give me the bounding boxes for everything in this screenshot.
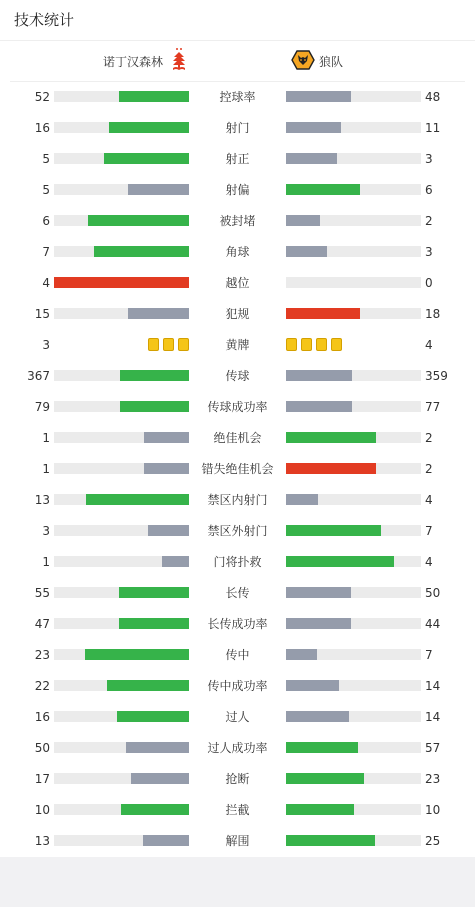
stat-label: 射偏 — [225, 183, 250, 197]
stat-label: 绝佳机会 — [213, 431, 262, 445]
home-stat-bar — [54, 835, 189, 846]
home-stat-value: 13 — [34, 834, 50, 848]
page-title: 技术统计 — [14, 11, 75, 29]
home-stat-bar-fill — [54, 277, 189, 288]
away-stat-value: 3 — [425, 152, 433, 166]
home-stat-value: 16 — [34, 710, 50, 724]
stat-label: 传中成功率 — [207, 679, 268, 693]
home-stat-bar-fill — [119, 587, 189, 598]
away-stat-bar-fill — [286, 804, 354, 815]
away-stat-bar-fill — [286, 215, 320, 226]
stat-label: 禁区外射门 — [207, 524, 268, 538]
stat-row — [0, 175, 475, 206]
home-stat-bar — [54, 184, 189, 195]
home-stat-bar-fill — [119, 618, 189, 629]
home-stat-bar — [54, 91, 189, 102]
away-stat-bar-fill — [286, 463, 376, 474]
away-stat-value: 7 — [425, 648, 433, 662]
away-stat-bar — [286, 370, 421, 381]
stat-row — [0, 82, 475, 113]
away-stat-bar-fill — [286, 680, 339, 691]
stat-label: 门将扑救 — [213, 555, 262, 569]
home-stat-bar-fill — [107, 680, 189, 691]
away-stat-bar-fill — [286, 91, 351, 102]
stat-row — [0, 268, 475, 299]
away-stat-bar — [286, 246, 421, 257]
away-stat-bar-fill — [286, 308, 360, 319]
away-stat-bar-fill — [286, 587, 351, 598]
away-stat-bar-fill — [286, 153, 337, 164]
away-stat-value: 4 — [425, 555, 433, 569]
away-stat-bar-fill — [286, 370, 352, 381]
stat-row — [0, 206, 475, 237]
away-stat-bar-fill — [286, 556, 394, 567]
home-stat-bar — [54, 153, 189, 164]
away-stat-bar — [286, 215, 421, 226]
stat-row — [0, 299, 475, 330]
away-stat-bar — [286, 184, 421, 195]
home-stat-value: 47 — [34, 617, 50, 631]
stat-label: 过人 — [225, 710, 250, 724]
away-stat-value: 4 — [425, 493, 433, 507]
home-stat-bar — [54, 432, 189, 443]
away-stat-value: 10 — [425, 803, 441, 817]
stat-row — [0, 392, 475, 423]
home-stat-bar-fill — [128, 308, 189, 319]
stat-row — [0, 609, 475, 640]
stat-label: 过人成功率 — [207, 741, 268, 755]
away-yellow-cards — [286, 338, 342, 351]
home-stat-bar-fill — [144, 463, 189, 474]
stat-label: 越位 — [225, 276, 250, 290]
home-stat-value: 13 — [34, 493, 50, 507]
away-stat-bar-fill — [286, 649, 317, 660]
home-stat-value: 22 — [34, 679, 50, 693]
home-stat-bar-fill — [126, 742, 189, 753]
home-stat-value: 15 — [34, 307, 50, 321]
away-stat-value: 6 — [425, 183, 433, 197]
away-stat-bar — [286, 401, 421, 412]
divider — [0, 40, 475, 41]
stat-row — [0, 764, 475, 795]
wolves-head-icon — [291, 48, 315, 75]
home-stat-bar-fill — [148, 525, 189, 536]
home-stat-bar-fill — [85, 649, 189, 660]
home-stat-value: 3 — [42, 524, 50, 538]
away-stat-bar-fill — [286, 742, 358, 753]
home-stat-value: 5 — [42, 183, 50, 197]
stat-row — [0, 423, 475, 454]
home-stat-bar-fill — [128, 184, 189, 195]
away-stat-bar-fill — [286, 618, 351, 629]
stats-list — [0, 82, 475, 857]
home-stat-bar-fill — [117, 711, 189, 722]
stat-label: 黄牌 — [225, 338, 250, 352]
away-stat-bar-fill — [286, 184, 360, 195]
home-stat-bar-fill — [94, 246, 189, 257]
home-stat-bar — [54, 804, 189, 815]
away-stat-bar-fill — [286, 246, 327, 257]
away-stat-bar-fill — [286, 711, 349, 722]
home-stat-value: 10 — [34, 803, 50, 817]
away-stat-value: 77 — [425, 400, 441, 414]
away-stat-bar — [286, 711, 421, 722]
home-stat-value: 4 — [42, 276, 50, 290]
away-stat-value: 4 — [425, 338, 433, 352]
away-stat-value: 23 — [425, 772, 441, 786]
away-stat-bar-fill — [286, 122, 341, 133]
yellow-card-icon — [286, 338, 297, 351]
home-stat-bar-fill — [120, 401, 189, 412]
away-stat-bar — [286, 649, 421, 660]
home-stat-bar — [54, 649, 189, 660]
stat-label: 射门 — [225, 121, 250, 135]
away-stat-value: 18 — [425, 307, 441, 321]
away-stat-value: 359 — [425, 369, 448, 383]
away-stat-bar — [286, 122, 421, 133]
home-stat-value: 7 — [42, 245, 50, 259]
away-stat-bar — [286, 153, 421, 164]
stat-label: 犯规 — [225, 307, 250, 321]
home-stat-bar-fill — [120, 370, 189, 381]
home-stat-bar — [54, 401, 189, 412]
stat-label: 射正 — [225, 152, 250, 166]
home-stat-bar — [54, 525, 189, 536]
stat-row — [0, 516, 475, 547]
away-stat-bar — [286, 742, 421, 753]
stat-row — [0, 671, 475, 702]
home-stat-bar — [54, 215, 189, 226]
yellow-card-icon — [163, 338, 174, 351]
home-stat-bar — [54, 587, 189, 598]
away-stat-value: 2 — [425, 431, 433, 445]
away-team-name: 狼队 — [319, 54, 344, 69]
home-stat-value: 79 — [34, 400, 50, 414]
home-stat-value: 17 — [34, 772, 50, 786]
away-stat-value: 3 — [425, 245, 433, 259]
stat-row — [0, 144, 475, 175]
away-stat-value: 57 — [425, 741, 441, 755]
stat-label: 传中 — [225, 648, 250, 662]
nottingham-forest-tree-icon — [171, 47, 187, 76]
home-stat-value: 1 — [42, 555, 50, 569]
away-stat-bar — [286, 494, 421, 505]
away-stat-value: 7 — [425, 524, 433, 538]
yellow-card-icon — [301, 338, 312, 351]
away-stat-bar-fill — [286, 773, 364, 784]
home-stat-bar-fill — [121, 804, 189, 815]
stat-label: 抢断 — [225, 772, 250, 786]
stat-row — [0, 454, 475, 485]
stat-label: 长传 — [225, 586, 250, 600]
home-stat-bar — [54, 494, 189, 505]
home-stat-bar-fill — [144, 432, 189, 443]
away-stat-bar — [286, 556, 421, 567]
home-stat-bar — [54, 122, 189, 133]
stat-row — [0, 113, 475, 144]
stat-row — [0, 547, 475, 578]
home-team-header — [103, 48, 187, 74]
stat-row — [0, 578, 475, 609]
stat-label: 角球 — [225, 245, 250, 259]
away-stat-bar — [286, 432, 421, 443]
home-stat-value: 50 — [34, 741, 50, 755]
away-stat-value: 14 — [425, 710, 441, 724]
away-stat-bar — [286, 587, 421, 598]
home-stat-bar-fill — [86, 494, 189, 505]
away-stat-bar-fill — [286, 432, 376, 443]
yellow-card-icon — [331, 338, 342, 351]
away-stat-bar — [286, 804, 421, 815]
stat-row — [0, 485, 475, 516]
home-stat-value: 1 — [42, 431, 50, 445]
away-stat-bar — [286, 618, 421, 629]
home-stat-value: 55 — [34, 586, 50, 600]
away-stat-value: 48 — [425, 90, 441, 104]
stat-row — [0, 826, 475, 857]
away-stat-bar — [286, 525, 421, 536]
stat-label: 传球 — [225, 369, 250, 383]
home-stat-value: 16 — [34, 121, 50, 135]
home-stat-bar-fill — [104, 153, 189, 164]
home-stat-value: 23 — [34, 648, 50, 662]
away-team-header — [291, 48, 343, 74]
stat-label: 被封堵 — [219, 214, 256, 228]
home-stat-bar — [54, 246, 189, 257]
stat-row — [0, 237, 475, 268]
home-stat-value: 1 — [42, 462, 50, 476]
stat-label: 禁区内射门 — [207, 493, 268, 507]
home-stat-bar — [54, 773, 189, 784]
away-stat-value: 44 — [425, 617, 441, 631]
away-stat-value: 50 — [425, 586, 441, 600]
away-stat-bar — [286, 277, 421, 288]
stat-row — [0, 795, 475, 826]
home-stat-value: 52 — [34, 90, 50, 104]
home-team-name: 诺丁汉森林 — [102, 54, 163, 69]
away-stat-bar-fill — [286, 835, 375, 846]
yellow-card-icon — [316, 338, 327, 351]
home-stat-bar — [54, 711, 189, 722]
away-stat-value: 14 — [425, 679, 441, 693]
stat-label: 拦截 — [225, 803, 250, 817]
stat-label: 长传成功率 — [207, 617, 268, 631]
stat-label: 传球成功率 — [207, 400, 268, 414]
away-stat-value: 25 — [425, 834, 441, 848]
home-stat-bar — [54, 370, 189, 381]
away-stat-value: 2 — [425, 462, 433, 476]
home-stat-bar-fill — [88, 215, 189, 226]
away-stat-value: 11 — [425, 121, 441, 135]
stat-label: 错失绝佳机会 — [201, 462, 274, 476]
home-stat-bar — [54, 742, 189, 753]
home-stat-bar-fill — [162, 556, 189, 567]
away-stat-value: 0 — [425, 276, 433, 290]
home-stat-bar — [54, 556, 189, 567]
home-stat-value: 6 — [42, 214, 50, 228]
away-stat-bar-fill — [286, 401, 352, 412]
home-yellow-cards — [148, 338, 189, 351]
stat-row — [0, 733, 475, 764]
home-stat-bar — [54, 618, 189, 629]
yellow-card-icon — [148, 338, 159, 351]
stat-label: 控球率 — [219, 90, 256, 104]
away-stat-bar-fill — [286, 525, 381, 536]
home-stat-bar-fill — [143, 835, 189, 846]
stat-label: 解围 — [225, 834, 250, 848]
away-stat-bar — [286, 91, 421, 102]
yellow-card-icon — [178, 338, 189, 351]
stat-row — [0, 361, 475, 392]
home-stat-bar — [54, 308, 189, 319]
stat-row — [0, 640, 475, 671]
home-stat-bar-fill — [119, 91, 189, 102]
home-stat-value: 367 — [27, 369, 50, 383]
away-stat-bar — [286, 835, 421, 846]
home-stat-value: 5 — [42, 152, 50, 166]
home-stat-bar — [54, 680, 189, 691]
stat-row — [0, 330, 475, 361]
away-stat-bar — [286, 308, 421, 319]
away-stat-value: 2 — [425, 214, 433, 228]
away-stat-bar — [286, 680, 421, 691]
home-stat-bar — [54, 277, 189, 288]
home-stat-bar — [54, 463, 189, 474]
home-stat-bar-fill — [131, 773, 189, 784]
away-stat-bar-fill — [286, 494, 318, 505]
stat-row — [0, 702, 475, 733]
home-stat-bar-fill — [109, 122, 189, 133]
home-stat-value: 3 — [42, 338, 50, 352]
away-stat-bar — [286, 773, 421, 784]
away-stat-bar — [286, 463, 421, 474]
